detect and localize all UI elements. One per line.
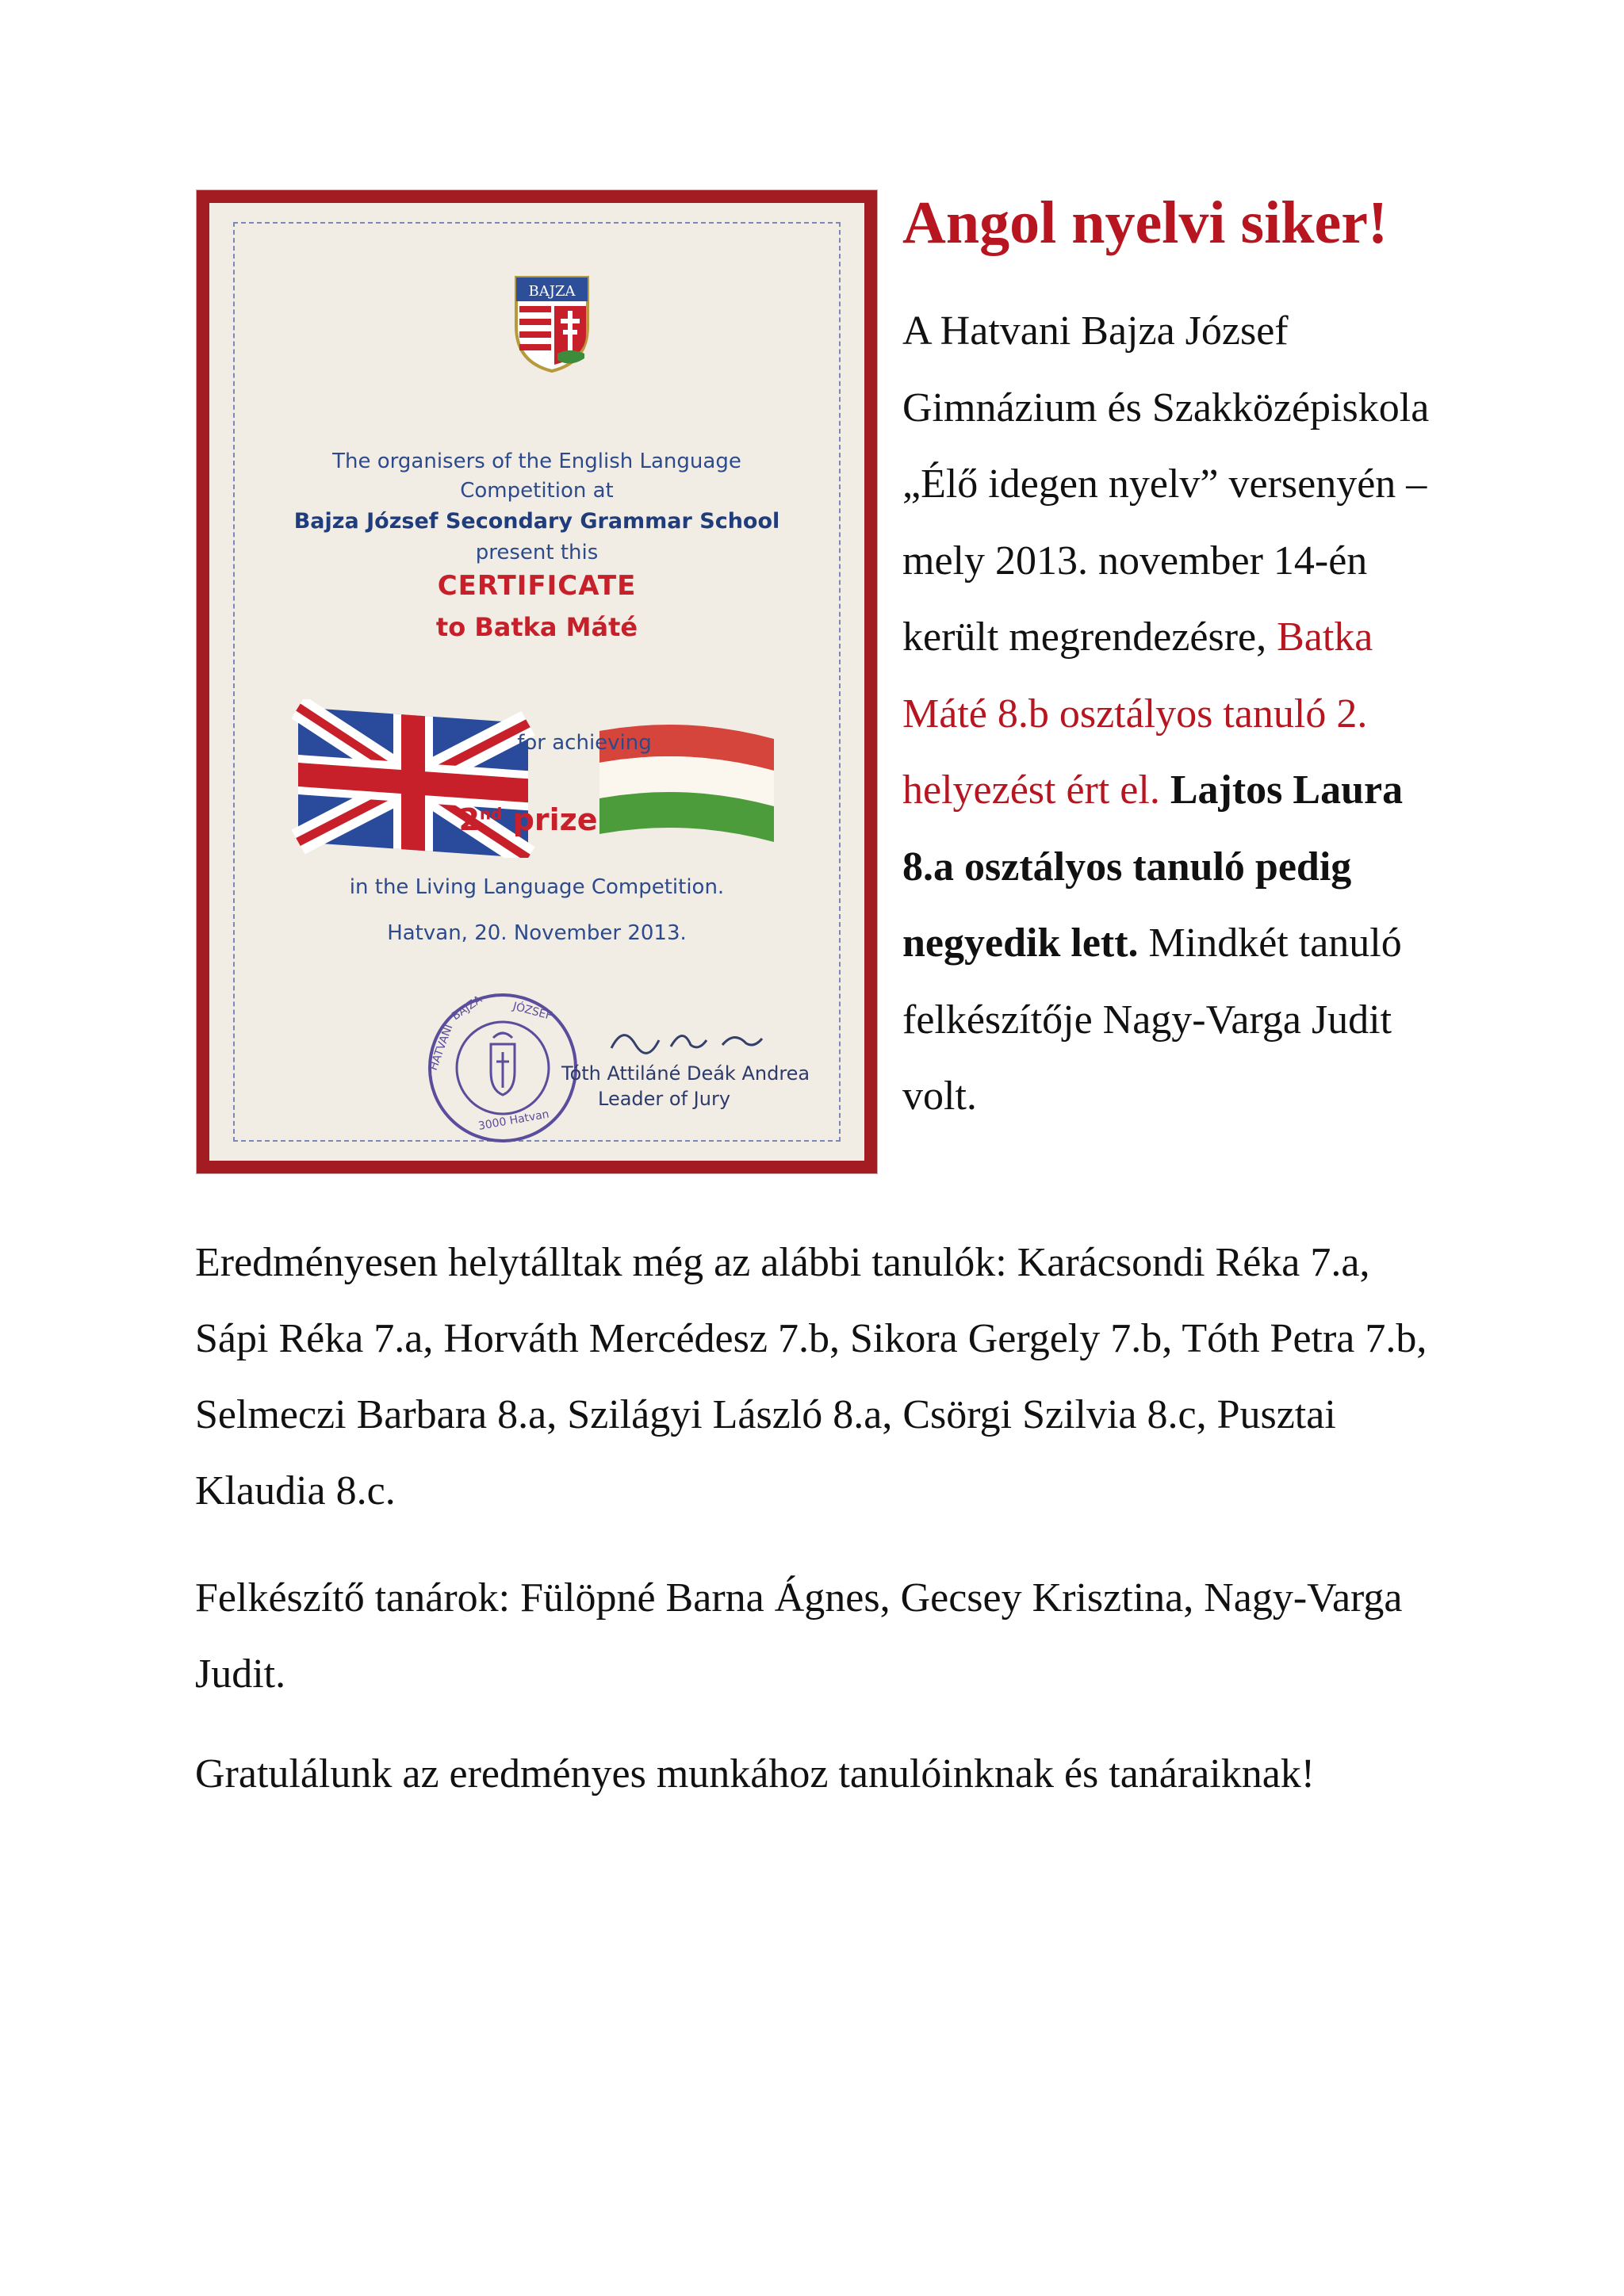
certificate-date: Hatvan, 20. November 2013. (387, 921, 687, 945)
closing-text: Mindkét tanuló felkészítője Nagy-Varga Judit volt. (902, 920, 1402, 1119)
article-title: Angol nyelvi siker! (902, 189, 1388, 256)
crest-text: BAJZA (528, 283, 576, 300)
congratulations-paragraph: Gratulálunk az eredményes munkához tanulóinknak és tanáraiknak! (195, 1751, 1316, 1797)
other-students-paragraph: Eredményesen helytálltak még az alábbi tanulók: Karácsondi Réka 7.a, Sápi Réka 7.a, Horváth Mercédesz 7.b, Sikora Gergely 7.b, Tóth Petra 7.b, Selmeczi Barbara 8.a, Szilágyi László 8.a, Csörgi Szilvia 8.c, Pusztai Klaudia 8.c. (195, 1240, 1427, 1513)
intro-text: A Hatvani Bajza József Gimnázium és Szakközépiskola „Élő idegen nyelv” versenyén – mely 2013. november 14-én került megrendezésre, (902, 308, 1430, 660)
certificate-line-present: present this (475, 541, 599, 564)
bold-fourth-place: Lajtos Laura 8.a osztályos tanuló pedig negyedik lett. (902, 767, 1404, 966)
svg-text:JÓZSEF: JÓZSEF (511, 1000, 553, 1023)
certificate-prize (449, 802, 607, 837)
certificate-line-competition: Competition at (460, 479, 614, 503)
school-stamp-icon (423, 989, 582, 1147)
prize-suffix: nd (479, 804, 503, 824)
certificate-signer (561, 1061, 839, 1112)
teachers-paragraph: Felkészítő tanárok: Fülöpné Barna Ágnes, Gecsey Krisztina, Nagy-Varga Judit. (195, 1575, 1403, 1697)
certificate-heading: CERTIFICATE (437, 570, 637, 602)
svg-text:3000 Hatvan: 3000 Hatvan (477, 1108, 550, 1133)
highlight-winner: Batka Máté 8.b osztályos tanuló 2. helyezést ért el. (902, 614, 1373, 813)
prize-number: 2 (458, 802, 480, 837)
certificate-line-achieving: for achieving (517, 731, 652, 755)
signature-icon (607, 1016, 766, 1064)
prize-word: prize (512, 802, 598, 837)
svg-text:HATVANI: HATVANI (427, 1023, 456, 1073)
signer-name: Tóth Attiláné Deák Andrea (561, 1062, 810, 1085)
certificate-image (197, 190, 877, 1173)
certificate-line-organisers: The organisers of the English Language (332, 450, 741, 473)
signer-role: Leader of Jury (598, 1088, 731, 1110)
article-intro-paragraph (902, 293, 1457, 1135)
certificate-line-living-language: in the Living Language Competition. (349, 875, 725, 899)
certificate-dashed-frame (233, 222, 841, 1142)
certificate-recipient: to Batka Máté (435, 612, 638, 642)
certificate-line-school: Bajza József Secondary Grammar School (293, 509, 780, 534)
school-crest-icon (508, 271, 596, 374)
svg-text:BAJZA: BAJZA (450, 993, 485, 1024)
